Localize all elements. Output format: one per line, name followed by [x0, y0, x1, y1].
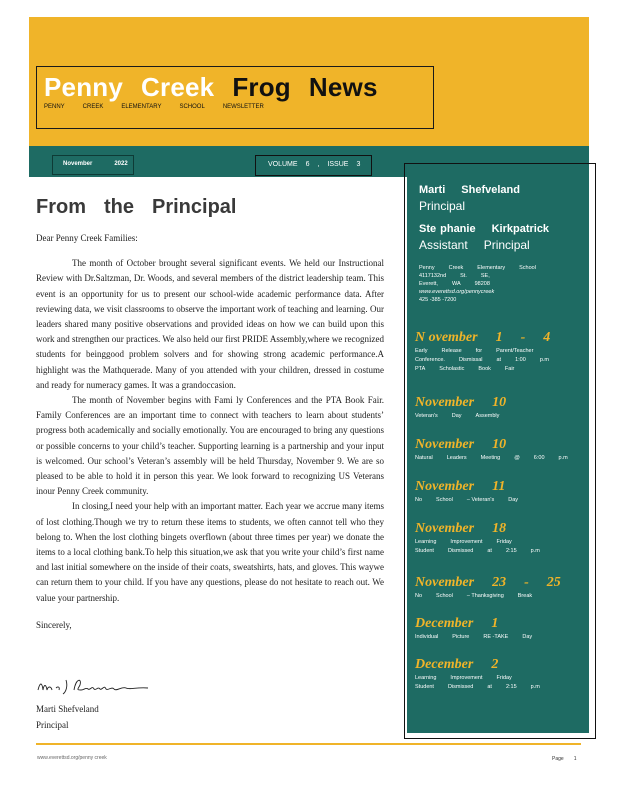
subtitle-word: PENNY — [44, 104, 65, 110]
heading-word: Principal — [152, 196, 237, 218]
event-date-part: 4 — [543, 330, 551, 345]
letter-closing: Sincerely, — [36, 619, 72, 630]
event-date-part: November — [415, 395, 475, 410]
signature-block — [36, 701, 99, 733]
event-word: Day — [508, 497, 518, 503]
event-word: No — [415, 593, 423, 599]
assistant-name: Ste phanie Kirkpatrick — [419, 223, 550, 235]
event-date-part: November — [415, 437, 475, 452]
title-word: Frog — [232, 72, 291, 102]
event-word: School — [436, 497, 453, 503]
event-date-part: 23 — [492, 575, 507, 590]
event-word: at — [496, 357, 502, 363]
event-word: School — [436, 593, 453, 599]
event-word: Veteran's — [415, 413, 438, 419]
principal-letter — [36, 231, 384, 633]
principal-role: Principal — [419, 199, 466, 213]
event-word: RE -TAKE — [483, 634, 509, 640]
event-word: Student — [415, 684, 434, 690]
address-line: Everett, WA 98208 — [419, 281, 490, 287]
event-date — [415, 616, 516, 632]
event-date-part: 18 — [492, 521, 507, 536]
event-date-part: 10 — [492, 395, 507, 410]
volume-sep: , — [317, 161, 320, 168]
event-date-part: 1 — [491, 616, 499, 631]
heading-word: From — [36, 196, 86, 218]
event-word: PTA — [415, 366, 426, 372]
event-date — [415, 575, 579, 591]
event-word: 2:15 — [505, 548, 517, 554]
event-word: Individual — [415, 634, 439, 640]
event-detail — [415, 539, 526, 545]
signer-name: Marti Shefveland — [36, 704, 99, 714]
event-word: Conference. — [415, 357, 445, 363]
event-detail — [415, 455, 582, 461]
issue-year: 2022 — [114, 161, 128, 167]
event-word: Break — [517, 593, 533, 599]
event-date-part: November — [415, 521, 475, 536]
event-date — [415, 395, 524, 411]
issue-date — [52, 155, 134, 175]
issue-label: ISSUE — [327, 161, 349, 168]
handwritten-signature — [36, 676, 156, 696]
event-word: Dismissed — [447, 684, 474, 690]
event-word: Day — [451, 413, 462, 419]
issue-month: November — [63, 161, 93, 167]
event-word: 1:00 — [515, 357, 526, 363]
event-detail — [415, 348, 547, 354]
event-word: Leaders — [446, 455, 467, 461]
event-word: Learning — [415, 675, 437, 681]
event-word: Dismissal — [458, 357, 483, 363]
event-word: p.m — [558, 455, 568, 461]
letter-greeting: Dear Penny Creek Families: — [36, 233, 138, 243]
page-number: Page 1 — [552, 756, 577, 762]
event-word: No — [415, 497, 423, 503]
newsletter-title — [44, 72, 396, 103]
event-word: Friday — [496, 539, 512, 545]
event-word: Improvement — [450, 675, 483, 681]
event-word: at — [487, 684, 492, 690]
subtitle-word: CREEK — [82, 104, 104, 110]
subtitle-word: ELEMENTARY — [121, 104, 162, 110]
address-line: Penny Creek Elementary School — [419, 265, 536, 271]
subtitle-word: SCHOOL — [179, 104, 205, 110]
event-word: at — [487, 548, 492, 554]
event-word: for — [475, 348, 483, 354]
event-date — [415, 521, 524, 537]
event-word: Improvement — [450, 539, 483, 545]
event-word: Learning — [415, 539, 437, 545]
signer-title: Principal — [36, 720, 69, 730]
event-detail — [415, 497, 532, 503]
event-word: Parent/Teacher — [496, 348, 534, 354]
event-word: Student — [415, 548, 434, 554]
event-detail — [415, 684, 554, 690]
event-date-part: November — [415, 575, 475, 590]
event-date — [415, 479, 523, 495]
event-date — [415, 330, 568, 346]
title-word: Creek — [141, 72, 215, 102]
event-date-part: 10 — [492, 437, 507, 452]
event-date — [415, 657, 516, 673]
event-word: – Thanksgiving — [466, 593, 504, 599]
article-heading — [36, 196, 254, 219]
event-date-part: 25 — [546, 575, 561, 590]
event-date-part: 11 — [492, 479, 506, 494]
event-word: p.m — [530, 548, 540, 554]
event-date-part: N ovember — [415, 330, 478, 345]
event-word: p.m — [539, 357, 549, 363]
event-detail — [415, 593, 546, 599]
school-website[interactable]: www.everettsd.org/pennycreek — [419, 289, 495, 295]
event-word: Friday — [496, 675, 512, 681]
event-word: Early — [415, 348, 428, 354]
event-detail — [415, 413, 513, 419]
event-word: 6:00 — [533, 455, 545, 461]
event-date-part: - — [520, 330, 526, 345]
event-word: – Veteran's — [466, 497, 495, 503]
event-word: p.m — [530, 684, 540, 690]
event-date-part: December — [415, 616, 474, 631]
event-word: Book — [478, 366, 491, 372]
event-detail — [415, 548, 554, 554]
school-phone: 425 -385 -7200 — [419, 297, 457, 303]
event-date-part: - — [524, 575, 529, 590]
event-word: @ — [514, 455, 520, 461]
footer-url[interactable]: www.everettsd.org/penny creek — [37, 755, 107, 761]
heading-word: the — [104, 196, 134, 218]
event-word: Dismissed — [447, 548, 474, 554]
event-word: Day — [522, 634, 533, 640]
address-line: 4117132nd St. SE, — [419, 273, 490, 279]
event-detail — [415, 357, 563, 363]
event-word: Meeting — [480, 455, 501, 461]
event-word: Fair — [504, 366, 515, 372]
letter-paragraph: The month of November begins with Fami ly Conferences and the PTA Book Fair. Family Conferences are an important time to connect with teachers to learn about students’ progress both academically and socially emotionally. You are encouraged to bring any questions or possible concerns to your child’s teacher. Supporting learning is a partnership and your input is welcomed. Our school’s Veteran’s assembly will be held Thursday, November 9. We are so pleased to be able to hold it in person this year. We look forward to recognizing US Veterans inour Penny Creek community. — [36, 395, 384, 497]
volume-issue — [255, 155, 372, 176]
principal-name: Marti Shefveland — [419, 184, 520, 196]
title-word: News — [308, 72, 378, 102]
newsletter-subtitle — [44, 104, 282, 110]
event-word: Assembly — [475, 413, 500, 419]
event-detail — [415, 366, 528, 372]
school-address — [419, 264, 550, 304]
event-word: Natural — [415, 455, 433, 461]
event-word: Release — [441, 348, 462, 354]
event-word: Picture — [452, 634, 470, 640]
event-word: 2:15 — [505, 684, 517, 690]
event-date-part: November — [415, 479, 475, 494]
title-word: Penny — [44, 72, 124, 102]
subtitle-word: NEWSLETTER — [222, 104, 264, 110]
volume-label: VOLUME — [268, 161, 298, 168]
issue-number: 3 — [356, 161, 361, 168]
footer-rule — [36, 743, 581, 745]
letter-paragraph: In closing,I need your help with an important matter. Each year we accrue many items of lost clothing.Though we try to return these items to students, we often cannot tell who they belong to. When the lost clothing bingets overflown (about three times per year) we donate the items to a local clothing bank.To help this situation,we ask that you write your child’s first name and last initial somewhere on the inside of their coats, sweatshirts, hats, and gloves. This waywe can return them to your child. If you have any questions, please do not hesitate to reach out. We value your partnership. — [36, 501, 384, 603]
event-date-part: December — [415, 657, 474, 672]
letter-paragraph: The month of October brought several significant events. We held our Instructional Review with Dr.Saltzman, Dr. Woods, and several members of the district leadership team. This event is an opportunity for us to present our school-wide academic performance data. After reviewing data, we visit classrooms to observe the important work of teaching and learning. Our leaders shared many positive observations and provided ideas on how we can build upon this work and strengthen our practices. We also held our first PRIDE Assembly,where we recognized students for beinggood problem solvers and for showing strong academic performance.A highlight was the Mathquerade. Many of you attended with your children, dressed in costume and ready for numeracy games. It was a grandoccasion. — [36, 258, 384, 390]
event-date-part: 1 — [495, 330, 503, 345]
event-detail — [415, 634, 546, 640]
volume-number: 6 — [305, 161, 310, 168]
event-word: Scholastic — [439, 366, 465, 372]
event-date-part: 2 — [491, 657, 499, 672]
event-detail — [415, 675, 526, 681]
assistant-role: Assistant Principal — [419, 238, 530, 252]
event-date — [415, 437, 524, 453]
